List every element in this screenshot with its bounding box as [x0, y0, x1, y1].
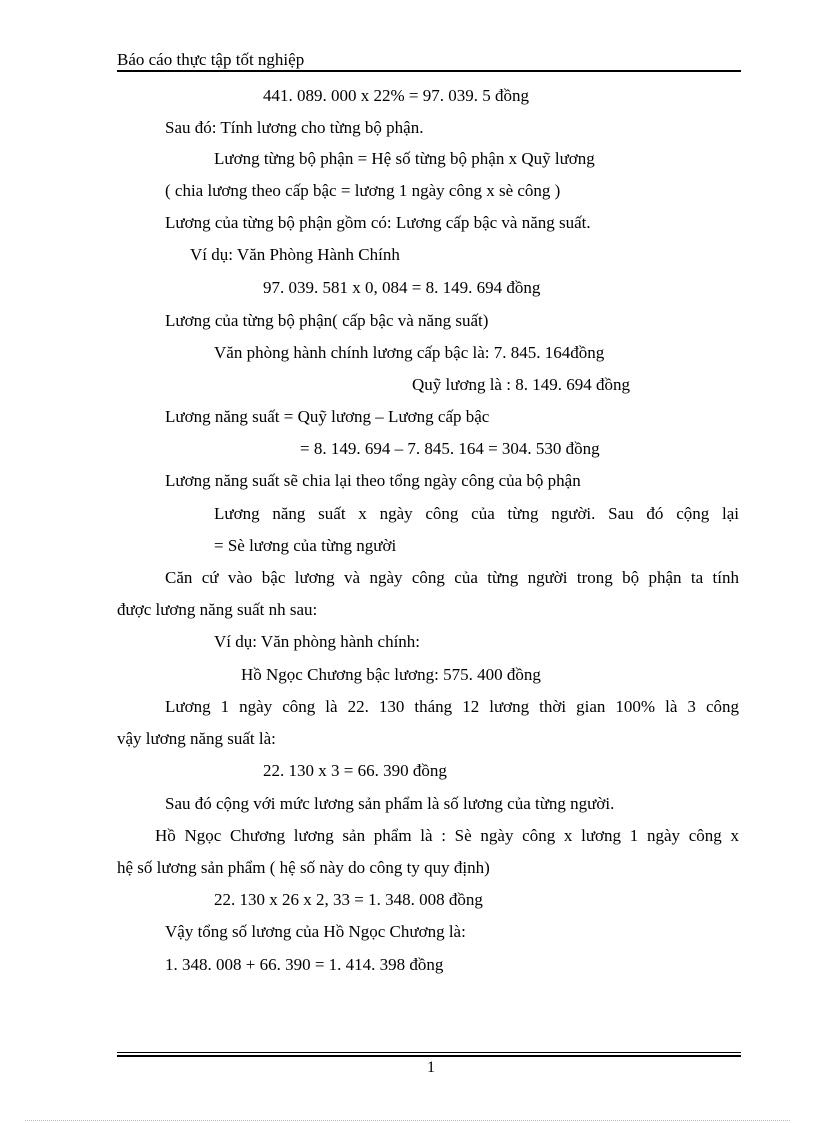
body-line: Hồ Ngọc Chương bậc lương: 575. 400 đồng — [241, 665, 541, 684]
body-line: Lương của từng bộ phận( cấp bậc và năng suất) — [165, 311, 489, 330]
body-line: hệ số lương sản phẩm ( hệ số này do công ty quy định) — [117, 858, 490, 877]
body-line: Sau đó cộng với mức lương sản phẩm là số lương của từng người. — [165, 794, 615, 813]
body-line: ( chia lương theo cấp bậc = lương 1 ngày công x sè công ) — [165, 181, 561, 200]
body-line: Lương năng suất sẽ chia lại theo tổng ngày công của bộ phận — [165, 471, 581, 490]
body-line: Lương năng suất x ngày công của từng người. Sau đó cộng lại — [214, 504, 739, 523]
body-line: 97. 039. 581 x 0, 084 = 8. 149. 694 đồng — [263, 278, 541, 297]
header-rule — [117, 70, 741, 72]
body-line: vậy lương năng suất là: — [117, 729, 276, 748]
body-line: 1. 348. 008 + 66. 390 = 1. 414. 398 đồng — [165, 955, 444, 974]
body-line: 22. 130 x 3 = 66. 390 đồng — [263, 761, 447, 780]
body-line: Hồ Ngọc Chương lương sản phẩm là : Sè ngày công x lương 1 ngày công x — [155, 826, 739, 845]
body-line: Ví dụ: Văn phòng hành chính: — [214, 632, 421, 651]
body-paragraph — [155, 826, 739, 846]
body-line: Lương từng bộ phận = Hệ số từng bộ phận x Quỹ lương — [214, 149, 595, 168]
body-paragraph — [165, 568, 739, 588]
body-line: Lương của từng bộ phận gồm có: Lương cấp bậc và năng suất. — [165, 213, 591, 232]
body-paragraph — [165, 697, 739, 717]
body-line: Văn phòng hành chính lương cấp bậc là: 7. 845. 164đồng — [214, 343, 605, 362]
body-line: Quỹ lương là : 8. 149. 694 đồng — [412, 375, 630, 394]
body-line: 22. 130 x 26 x 2, 33 = 1. 348. 008 đồng — [214, 890, 483, 909]
page-edge-divider — [25, 1120, 790, 1121]
body-line: Vậy tổng số lương của Hồ Ngọc Chương là: — [165, 922, 466, 941]
body-line: được lương năng suất nh sau: — [117, 600, 318, 619]
footer-rule — [117, 1052, 741, 1053]
body-line: Căn cứ vào bậc lương và ngày công của từng người trong bộ phận ta tính — [165, 568, 739, 587]
body-line: Lương 1 ngày công là 22. 130 tháng 12 lương thời gian 100% là 3 công — [165, 697, 739, 716]
body-line: Lương năng suất = Quỹ lương – Lương cấp bậc — [165, 407, 490, 426]
body-line: = Sè lương của từng người — [214, 536, 397, 555]
body-line: Sau đó: Tính lương cho từng bộ phận. — [165, 118, 424, 137]
body-line: Ví dụ: Văn Phòng Hành Chính — [190, 245, 400, 264]
page-number: 1 — [427, 1059, 435, 1076]
header-title: Báo cáo thực tập tốt nghiệp — [117, 50, 305, 69]
body-line: = 8. 149. 694 – 7. 845. 164 = 304. 530 đồng — [300, 439, 600, 458]
body-paragraph — [214, 504, 739, 524]
footer-rule — [117, 1055, 741, 1057]
body-line: 441. 089. 000 x 22% = 97. 039. 5 đồng — [263, 86, 529, 105]
